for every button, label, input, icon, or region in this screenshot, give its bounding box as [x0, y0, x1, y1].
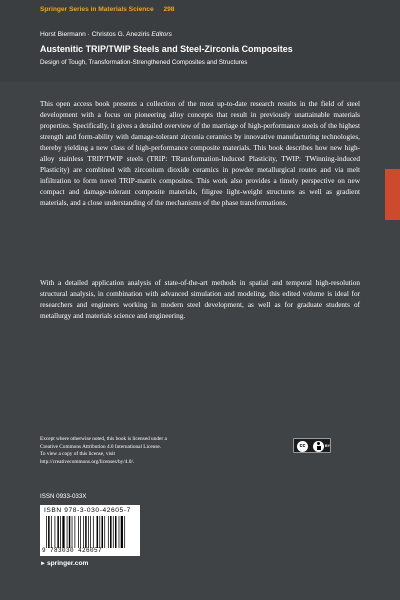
creative-commons-by-icon: [293, 438, 331, 453]
series-line: [40, 6, 174, 13]
cover-header: [0, 0, 400, 82]
isbn: ISBN 978-3-030-42605-7: [44, 507, 131, 514]
license-line-2: Creative Commons Attribution 4.0 International License.: [40, 443, 162, 450]
description-paragraph-2: With a detailed application analysis of state-of-the-art methods in spatial and temporal high-resolution structural analysis, in combination with advanced simulation and modeling, this edited volume is ideal for researchers and engineers working in modern steel development, as well as for graduate students of metallurgy and materials science and engineering.: [40, 279, 360, 320]
editors-line: [40, 31, 172, 38]
barcode: [40, 505, 140, 556]
cc-icon: cc: [297, 441, 308, 452]
editors-label: Editors: [151, 31, 172, 38]
attribution-person-icon: [313, 441, 324, 452]
barcode-digits: 9 783030 426057: [42, 547, 103, 554]
barcode-bars-icon: [45, 516, 136, 548]
accent-strip: [385, 169, 400, 220]
license-url: http://creativecommons.org/licenses/by/4.0/.: [40, 458, 135, 465]
description-paragraph-1: This open access book presents a collection of the most up-to-date research results in the field of steel development with a focus on pioneering alloy concepts that result in previously unattainable materials properties. Specifically, it gives a detailed overview of the marriage of high-performance steels of the highest strength and form-ability with damage-tolerant zirconia ceramics by innovative manufacturing technologies, thereby yielding a new class of high-performance composite materials. This book describes how new high-alloy stainless TRIP/TWIP steels (TRIP: TRansformation-Induced Plasticity, TWIP: TWinning-induced Plasticity) are combined with zirconium dioxide ceramics in powder metallurgical routes and via melt infiltration to form novel TRIP-matrix composites. This work also provides a timely perspective on new compact and damage-tolerant composite materials, filigree light-weight structures as well as gradient materials, and a close understanding of the mechanisms of the phase transformations.: [40, 100, 360, 207]
book-title: Austenitic TRIP/TWIP Steels and Steel-Zirconia Composites: [40, 44, 293, 55]
editors-names: Horst Biermann · Christos G. Aneziris: [40, 31, 150, 38]
license-line-1: Except where otherwise noted, this book is licensed under a: [40, 436, 167, 442]
by-label: BY: [325, 444, 330, 448]
publisher-link[interactable]: [40, 560, 88, 567]
issn: ISSN 0933-033X: [40, 493, 87, 500]
right-arrow-icon: ►: [40, 561, 46, 567]
license-line-3: To view a copy of this license, visit: [40, 451, 115, 458]
series-name: Springer Series in Materials Science: [40, 6, 154, 13]
publisher-url: springer.com: [46, 560, 89, 567]
book-subtitle: Design of Tough, Transformation-Strengthened Composites and Structures: [40, 59, 248, 66]
license-notice: [40, 436, 260, 466]
series-number: 298: [163, 6, 175, 13]
